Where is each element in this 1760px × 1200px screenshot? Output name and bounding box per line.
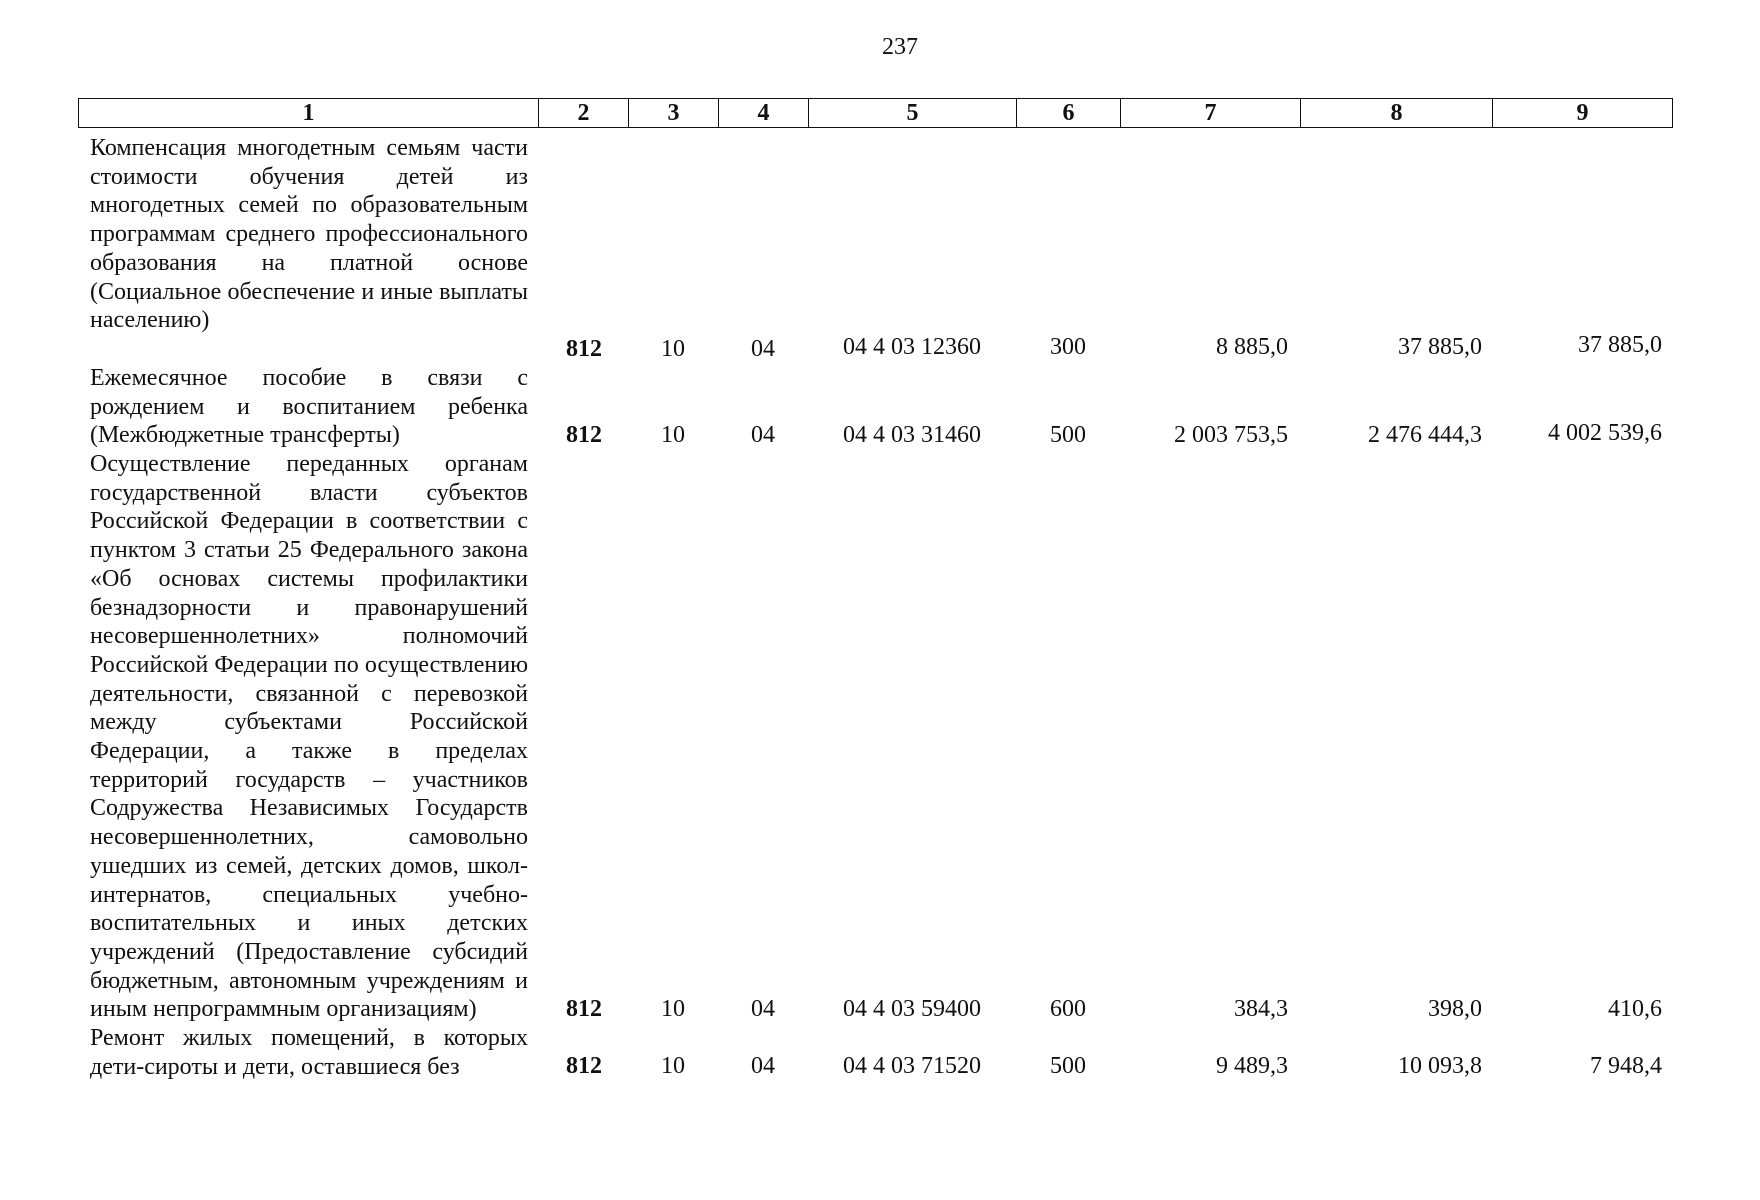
row-expense-type: 500 — [1050, 422, 1086, 448]
row-target-code: 04 4 03 12360 — [843, 334, 981, 360]
column-header-7: 7 — [1121, 99, 1301, 128]
row-amount-3: 37 885,0 — [1578, 332, 1662, 358]
row-section-code: 10 — [661, 1053, 685, 1079]
row-expense-type: 600 — [1050, 996, 1086, 1022]
column-header-3: 3 — [629, 99, 719, 128]
row-amount-3: 7 948,4 — [1590, 1053, 1662, 1079]
row-amount-2: 2 476 444,3 — [1368, 422, 1482, 448]
row-description: Ежемесячное пособие в связи с рождением и воспитанием ребенка (Межбюджетные трансферты) — [90, 365, 528, 449]
row-expense-type: 500 — [1050, 1053, 1086, 1079]
row-description: Ремонт жилых помещений, в которых дети-сироты и дети, оставшиеся без — [90, 1025, 528, 1080]
row-subsection-code: 04 — [751, 996, 775, 1022]
column-header-1: 1 — [79, 99, 539, 128]
row-target-code: 04 4 03 31460 — [843, 422, 981, 448]
row-section-code: 10 — [661, 336, 685, 362]
row-subsection-code: 04 — [751, 336, 775, 362]
row-ministry-code: 812 — [566, 336, 602, 362]
row-amount-3: 4 002 539,6 — [1548, 420, 1662, 446]
column-header-9: 9 — [1493, 99, 1673, 128]
row-amount-2: 37 885,0 — [1398, 334, 1482, 360]
row-amount-1: 9 489,3 — [1216, 1053, 1288, 1079]
row-amount-1: 8 885,0 — [1216, 334, 1288, 360]
column-header-6: 6 — [1017, 99, 1121, 128]
row-ministry-code: 812 — [566, 996, 602, 1022]
row-ministry-code: 812 — [566, 1053, 602, 1079]
column-number-header — [78, 98, 1673, 128]
column-header-5: 5 — [809, 99, 1017, 128]
row-section-code: 10 — [661, 422, 685, 448]
row-description: Осуществление переданных органам государственной власти субъектов Российской Федерации в соответствии с пунктом 3 статьи 25 Федерального закона «Об основах системы профилактики безнадзорности и правонарушений несовершеннолетних» полномочий Российской Федерации по осуществлению деятельности, связанной с перевозкой между субъектами Российской Федерации, а также в пределах территорий государств – участников Содружества Независимых Государств несовершеннолетних, самовольно ушедших из семей, детских домов, школ-интернатов, специальных учебно-воспитательных и иных детских учреждений (Предоставление субсидий бюджетным, автономным учреждениям и иным непрограммным организациям) — [90, 451, 528, 1023]
row-amount-1: 2 003 753,5 — [1174, 422, 1288, 448]
row-amount-3: 410,6 — [1608, 996, 1662, 1022]
row-subsection-code: 04 — [751, 422, 775, 448]
row-target-code: 04 4 03 71520 — [843, 1053, 981, 1079]
row-amount-2: 10 093,8 — [1398, 1053, 1482, 1079]
row-description: Компенсация многодетным семьям части стоимости обучения детей из многодетных семей по образовательным программам среднего профессионального образования на платной основе (Социальное обеспечение и иные выплаты населению) — [90, 135, 528, 334]
row-amount-1: 384,3 — [1234, 996, 1288, 1022]
row-target-code: 04 4 03 59400 — [843, 996, 981, 1022]
row-subsection-code: 04 — [751, 1053, 775, 1079]
column-header-4: 4 — [719, 99, 809, 128]
row-ministry-code: 812 — [566, 422, 602, 448]
page-number: 237 — [882, 34, 918, 60]
row-expense-type: 300 — [1050, 334, 1086, 360]
row-amount-2: 398,0 — [1428, 996, 1482, 1022]
column-header-8: 8 — [1301, 99, 1493, 128]
row-section-code: 10 — [661, 996, 685, 1022]
column-header-2: 2 — [539, 99, 629, 128]
